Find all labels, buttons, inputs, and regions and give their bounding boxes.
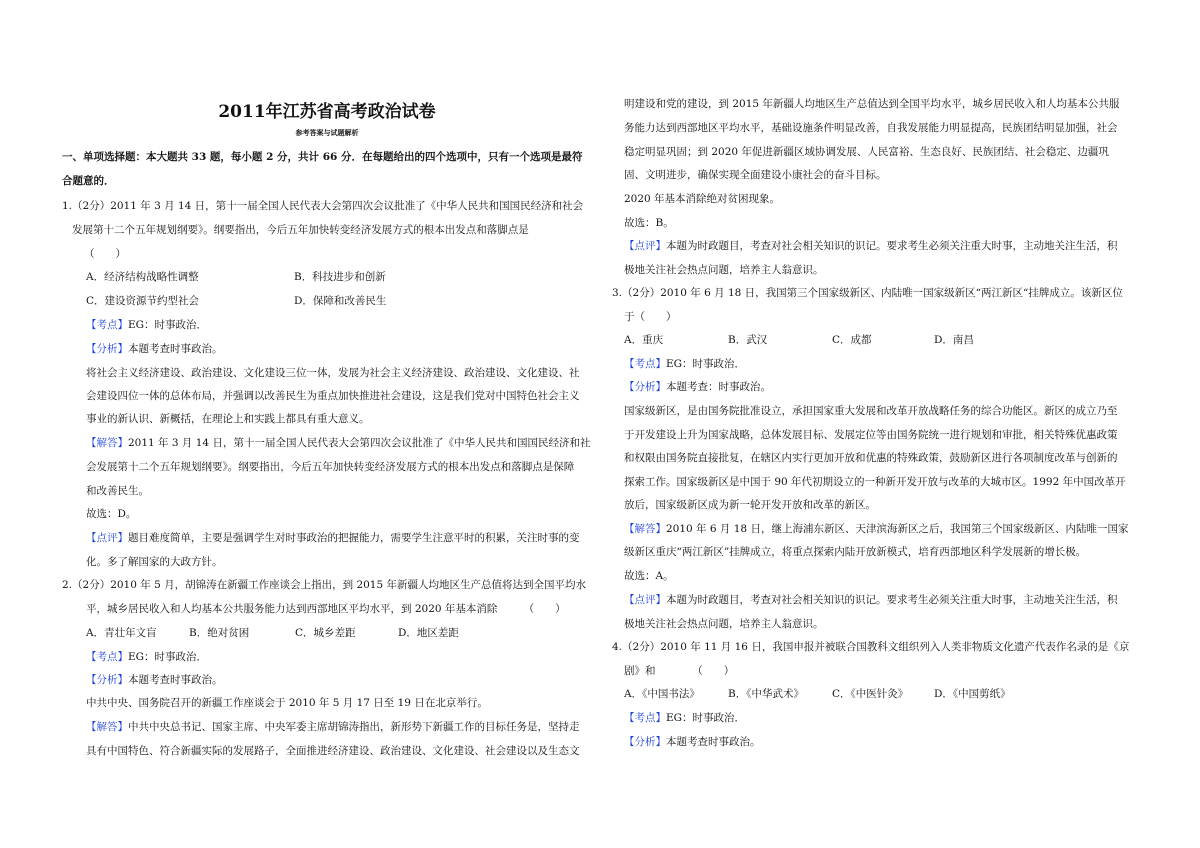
q1-stem-line-1: 1.（2分）2011 年 3 月 14 日，第十一届全国人民代表大会第四次会议批准了《中华人民共和国国民经济和社会 xyxy=(62,200,584,212)
q2-jieda-cont-1: 明建设和党的建设，到 2015 年新疆人均地区生产总值达到全国平均水平，城乡居民收入和人均基本公共服 xyxy=(624,98,1120,110)
q3-fenxi: 【分析】本题考查：时事政治。 xyxy=(624,381,771,393)
kaodian-tag: 【考点】 xyxy=(86,319,128,331)
q1-kaodian: 【考点】EG：时事政治． xyxy=(86,319,208,331)
q1-stem-line-2: 发展第十二个五年规划纲要》。纲要指出，今后五年加快转变经济发展方式的根本出发点和落脚点是 xyxy=(72,224,529,236)
jieda-tag: 【解答】 xyxy=(86,437,128,449)
q2-option-a: A．青壮年文盲 xyxy=(86,627,157,639)
q3-stem-line-1: 3.（2分）2010 年 6 月 18 日，我国第三个国家级新区、内陆唯一国家级新区“两江新区“挂牌成立。该新区位 xyxy=(612,287,1123,299)
q1-dianping-line-1: 【点评】题目难度简单，主要是强调学生对时事政治的把握能力，需要学生注意平时的积累，关注时事的变 xyxy=(86,532,580,544)
fenxi-tag: 【分析】 xyxy=(86,343,128,355)
q4-stem-line-2: 剧》和 （ ） xyxy=(624,665,735,677)
page-title: 2011年江苏省高考政治试卷 xyxy=(218,102,436,122)
q3-option-a: A．重庆 xyxy=(624,334,664,346)
q1-fenxi-body-1: 将社会主义经济建设、政治建设、文化建设三位一体，发展为社会主义经济建设、政治建设、文化建设、社 xyxy=(86,367,580,379)
q2-dianping-line-1: 【点评】本题为时政题目，考查对社会相关知识的识记。要求考生必须关注重大时事，主动地关注生活，积 xyxy=(624,240,1118,252)
q3-option-c: C．成都 xyxy=(832,334,872,346)
q3-jieda-line-2: 级新区重庆“两江新区”挂牌成立，将重点探索内陆开放新模式，培育西部地区科学发展新的增长极。 xyxy=(624,546,1087,558)
q4-option-d: D．《中国剪纸》 xyxy=(934,688,1011,700)
q2-option-b: B．绝对贫困 xyxy=(189,627,250,639)
q4-fenxi: 【分析】本题考查时事政治。 xyxy=(624,736,761,748)
q1-answer: 故选：D。 xyxy=(86,508,137,520)
q3-option-d: D．南昌 xyxy=(934,334,974,346)
q2-jieda-cont-2: 务能力达到西部地区平均水平，基础设施条件明显改善，自我发展能力明显提高，民族团结明显加强，社会 xyxy=(624,122,1118,134)
q1-jieda-line-1: 【解答】2011 年 3 月 14 日，第十一届全国人民代表大会第四次会议批准了《中华人民共和国国民经济和社 xyxy=(86,437,591,449)
page-subtitle: 参考答案与试题解析 xyxy=(295,128,359,137)
q2-fenxi: 【分析】本题考查时事政治。 xyxy=(86,674,223,686)
q3-fenxi-body-4: 探索工作。国家级新区是中国于 90 年代初期设立的一种新开发开放与改革的大城市区。1992 年中国改革开 xyxy=(624,476,1126,488)
q2-jieda-cont-4: 固、文明进步，确保实现全面建设小康社会的奋斗目标。 xyxy=(624,169,887,181)
section-heading-line-2: 合题意的． xyxy=(62,175,115,187)
q1-option-a: A．经济结构战略性调整 xyxy=(86,271,199,283)
q2-jieda-cont-3: 稳定明显巩固；到 2020 年促进新疆区域协调发展、人民富裕、生态良好、民族团结、社会稳定、边疆巩 xyxy=(624,146,1109,158)
q3-kaodian: 【考点】EG：时事政治． xyxy=(624,358,746,370)
q2-kaodian: 【考点】EG：时事政治． xyxy=(86,651,208,663)
q2-jieda-line-1: 【解答】中共中央总书记、国家主席、中央军委主席胡锦涛指出，新形势下新疆工作的目标任务是，坚持走 xyxy=(86,721,580,733)
q2-option-c: C．城乡差距 xyxy=(295,627,356,639)
q4-option-a: A．《中国书法》 xyxy=(624,688,700,700)
q2-stem-line-1: 2.（2分）2010 年 5 月，胡锦涛在新疆工作座谈会上指出，到 2015 年新疆人均地区生产总值将达到全国平均水 xyxy=(62,579,587,591)
q3-fenxi-body-2: 于开发建设上升为国家战略，总体发展目标、发展定位等由国务院统一进行规划和审批，相关特殊优惠政策 xyxy=(624,429,1118,441)
q3-fenxi-body-5: 放后，国家级新区成为新一轮开发开放和改革的新区。 xyxy=(624,499,876,511)
q2-answer: 故选：B。 xyxy=(624,217,674,229)
q1-fenxi-body-3: 事业的新认识、新概括，在理论上和实践上都具有重大意义。 xyxy=(86,413,370,425)
q3-dianping-line-1: 【点评】本题为时政题目，考查对社会相关知识的识记。要求考生必须关注重大时事，主动地关注生活，积 xyxy=(624,594,1118,606)
q3-stem-line-2: 于（ ） xyxy=(624,311,677,323)
q4-option-c: C．《中医针灸》 xyxy=(832,688,909,700)
q3-jieda-line-1: 【解答】2010 年 6 月 18 日，继上海浦东新区、天津滨海新区之后，我国第三个国家级新区、内陆唯一国家 xyxy=(624,523,1129,535)
q3-fenxi-body-1: 国家级新区，是由国务院批准设立，承担国家重大发展和改革开放战略任务的综合功能区。新区的成立乃至 xyxy=(624,405,1118,417)
q1-jieda-line-3: 和改善民生。 xyxy=(86,485,149,497)
q2-jieda-cont-5: 2020 年基本消除绝对贫困现象。 xyxy=(624,193,781,205)
q1-option-b: B．科技进步和创新 xyxy=(294,271,386,283)
dianping-tag: 【点评】 xyxy=(86,532,128,544)
q3-answer: 故选：A。 xyxy=(624,570,674,582)
q2-stem-line-2: 平，城乡居民收入和人均基本公共服务能力达到西部地区平均水平，到 2020 年基本消除 （ ） xyxy=(86,603,566,615)
q1-option-d: D．保障和改善民生 xyxy=(294,295,387,307)
q3-dianping-line-2: 极地关注社会热点问题，培养主人翁意识。 xyxy=(624,618,824,630)
q1-dianping-line-2: 化。多了解国家的大政方针。 xyxy=(86,556,223,568)
q4-kaodian: 【考点】EG：时事政治． xyxy=(624,712,746,724)
q2-option-d: D．地区差距 xyxy=(398,627,459,639)
q1-jieda-line-2: 会发展第十二个五年规划纲要》。纲要指出，今后五年加快转变经济发展方式的根本出发点和落脚点是保障 xyxy=(86,461,575,473)
q1-stem-line-3: （ ） xyxy=(84,248,126,260)
q1-option-c: C．建设资源节约型社会 xyxy=(86,295,200,307)
q2-jieda-line-2: 具有中国特色、符合新疆实际的发展路子，全面推进经济建设、政治建设、文化建设、社会建设以及生态文 xyxy=(86,745,580,757)
q3-option-b: B．武汉 xyxy=(728,334,768,346)
q2-dianping-line-2: 极地关注社会热点问题，培养主人翁意识。 xyxy=(624,264,824,276)
q1-fenxi-body-2: 会建设四位一体的总体布局，并强调以改善民生为重点加快推进社会建设，这是我们党对中国特色社会主义 xyxy=(86,390,580,402)
q4-option-b: B．《中华武术》 xyxy=(728,688,804,700)
q1-fenxi: 【分析】本题考查时事政治。 xyxy=(86,343,223,355)
q4-stem-line-1: 4.（2分）2010 年 11 月 16 日，我国申报并被联合国教科文组织列入人类非物质文化遗产代表作名录的是《京 xyxy=(612,641,1130,653)
q2-fenxi-body-1: 中共中央、国务院召开的新疆工作座谈会于 2010 年 5 月 17 日至 19 日在北京举行。 xyxy=(86,697,488,709)
section-heading-line-1: 一、单项选择题：本大题共 33 题，每小题 2 分，共计 66 分．在每题给出的四个选项中，只有一个选项是最符 xyxy=(62,151,583,163)
q3-fenxi-body-3: 和权限由国务院直接批复，在辖区内实行更加开放和优惠的特殊政策，鼓励新区进行各项制度改革与创新的 xyxy=(624,452,1118,464)
